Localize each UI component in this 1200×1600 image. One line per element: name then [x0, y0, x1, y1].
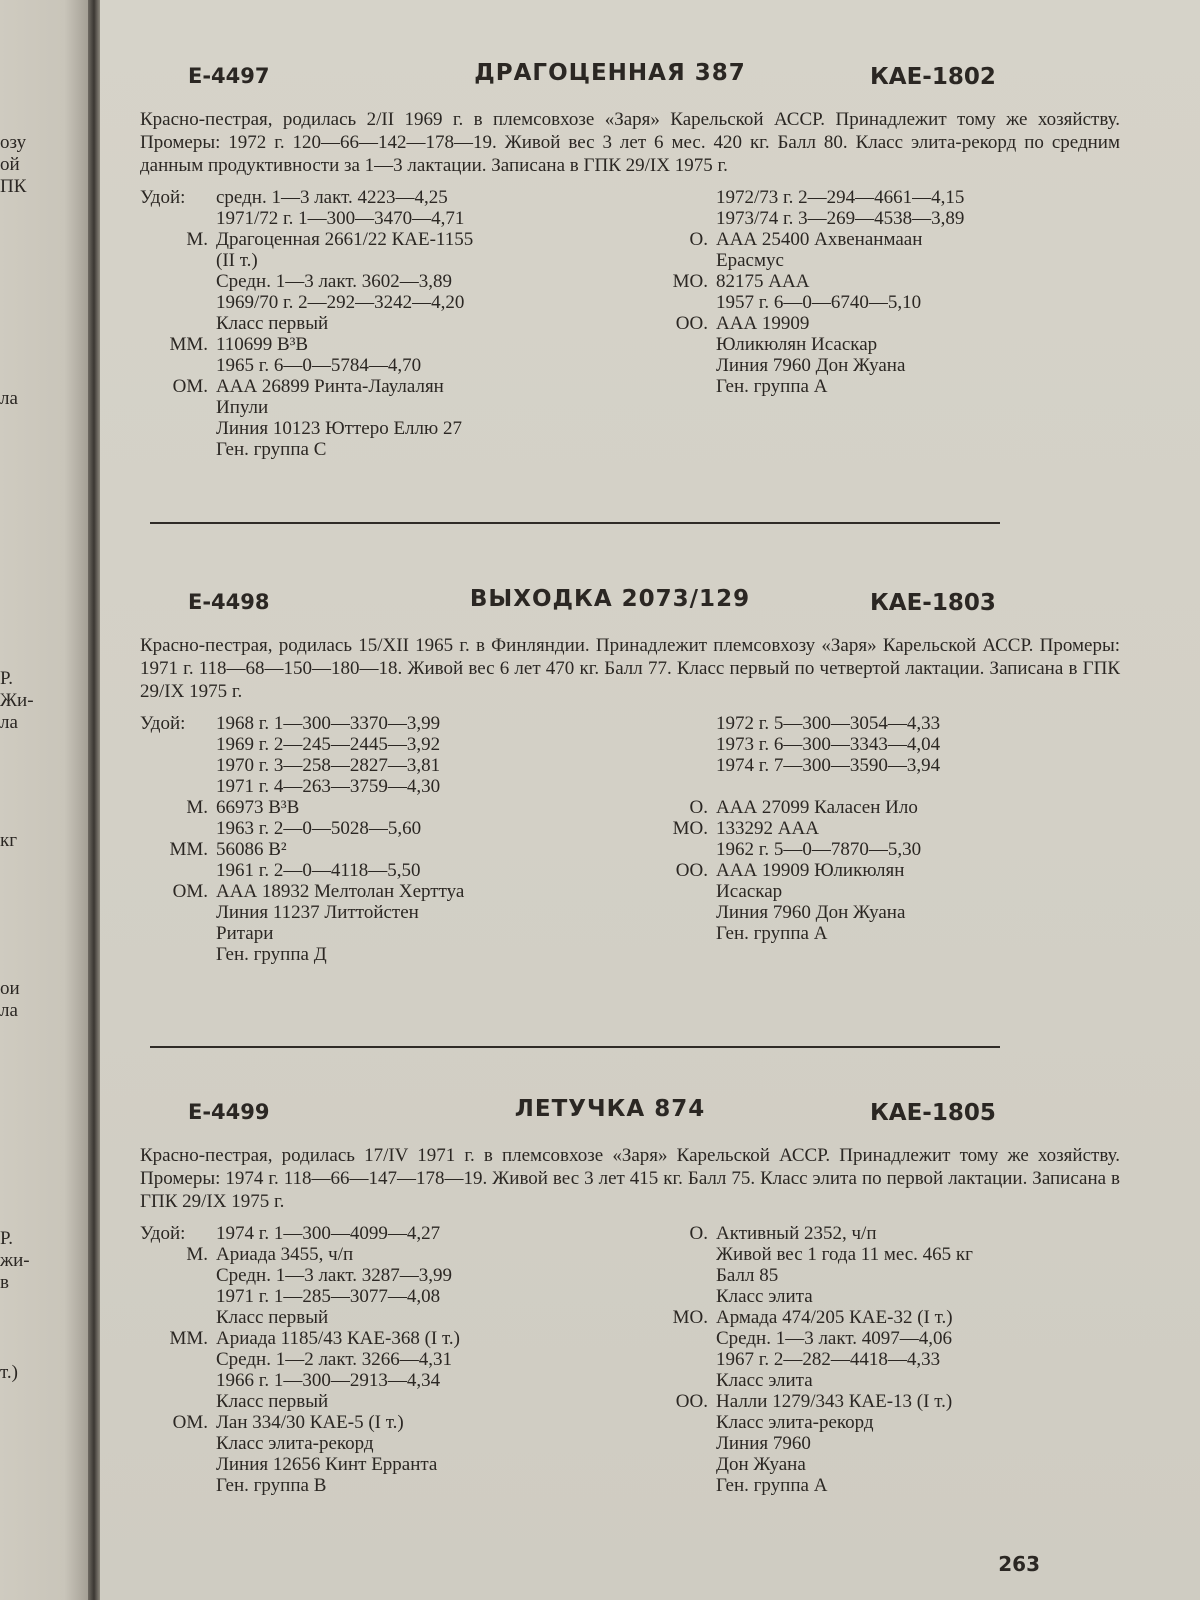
animal-name: ВЫХОДКА 2073/129 [469, 586, 751, 612]
left-fragment: ои [0, 978, 20, 999]
pedigree-text: Линия 7960 Дон Жуана [716, 355, 906, 376]
pedigree-line [640, 250, 1100, 271]
pedigree-label: М. [186, 1244, 208, 1265]
pedigree-text: 1973 г. 6—300—3343—4,04 [716, 734, 941, 755]
pedigree-line [640, 839, 1100, 860]
pedigree-text: Ген. группа А [716, 923, 828, 944]
pedigree-text: 1957 г. 6—0—6740—5,10 [716, 292, 922, 313]
pedigree-label: ОО. [675, 313, 708, 334]
pedigree-text: Живой вес 1 года 11 мес. 465 кг [716, 1244, 973, 1265]
pedigree-text: 1974 г. 7—300—3590—3,94 [716, 755, 941, 776]
registry-number: Е-4499 [188, 1100, 270, 1124]
left-fragment: ла [0, 388, 18, 409]
pedigree-text: (II т.) [216, 250, 258, 271]
pedigree-line [640, 1433, 1100, 1454]
pedigree-line [640, 1286, 1100, 1307]
pedigree-text: Класс первый [216, 313, 329, 334]
left-fragment: озу [0, 132, 27, 153]
pedigree-line [640, 1265, 1100, 1286]
pedigree-line [140, 1433, 640, 1454]
pedigree-line [640, 1244, 1100, 1265]
pedigree-label: МО. [672, 271, 708, 292]
pedigree-line [640, 881, 1100, 902]
pedigree-line [140, 1391, 640, 1412]
kae-number: КАЕ-1805 [870, 1100, 996, 1126]
left-fragment: кг [0, 830, 18, 851]
pedigree-text: Средн. 1—3 лакт. 3287—3,99 [216, 1265, 452, 1286]
pedigree-text: 1966 г. 1—300—2913—4,34 [216, 1370, 441, 1391]
pedigree-text: Класс элита [716, 1370, 813, 1391]
pedigree-line [640, 229, 1100, 250]
pedigree-line [140, 734, 640, 755]
pedigree-text: Класс первый [216, 1391, 329, 1412]
pedigree-line [640, 923, 1100, 944]
pedigree-text: Средн. 1—3 лакт. 4097—4,06 [716, 1328, 952, 1349]
pedigree-text: Класс элита-рекорд [216, 1433, 374, 1454]
section-divider [150, 522, 1000, 524]
pedigree-line [140, 208, 640, 229]
pedigree-label: ОО. [675, 860, 708, 881]
pedigree-text: Ариада 3455, ч/п [216, 1244, 354, 1265]
pedigree-entry [140, 1096, 1120, 1496]
pedigree-text: 1969 г. 2—245—2445—3,92 [216, 734, 441, 755]
pedigree-line [140, 439, 640, 460]
pedigree-line [140, 1265, 640, 1286]
animal-name: ДРАГОЦЕННАЯ 387 [474, 60, 746, 86]
pedigree-text: Юликюлян Исаскар [716, 334, 878, 355]
pedigree-line [140, 1328, 640, 1349]
entry-description: Красно-пестрая, родилась 17/IV 1971 г. в племсовхозе «Заря» Карельской АССР. Принадлежит тому же хозяйству. Промеры: 1974 г. 118—66—147—178—19. Живой вес 3 лет 415 кг. Балл 75. Класс элита по первой лактации. Записана в ГПК 29/IX 1975 г. [140, 1145, 1120, 1212]
pedigree-line [140, 755, 640, 776]
pedigree-text: ААА 19909 [716, 313, 810, 334]
pedigree-text: 66973 В³В [216, 797, 300, 818]
pedigree-text: 133292 ААА [716, 818, 819, 839]
pedigree-label: ММ. [169, 334, 208, 355]
pedigree-text: Класс элита [716, 1286, 813, 1307]
pedigree-text: 1968 г. 1—300—3370—3,99 [216, 713, 441, 734]
pedigree-line [640, 713, 1100, 734]
pedigree-text: 1969/70 г. 2—292—3242—4,20 [216, 292, 465, 313]
pedigree-line [140, 713, 640, 734]
pedigree-line [640, 376, 1100, 397]
pedigree-line [140, 1349, 640, 1370]
pedigree-label: МО. [672, 818, 708, 839]
pedigree-text: Ариада 1185/43 КАЕ-368 (I т.) [216, 1328, 460, 1349]
pedigree-text: 1962 г. 5—0—7870—5,30 [716, 839, 922, 860]
pedigree-label: ОМ. [172, 1412, 208, 1433]
pedigree-line [640, 292, 1100, 313]
pedigree-line [140, 923, 640, 944]
pedigree-line [140, 860, 640, 881]
pedigree-text: Армада 474/205 КАЕ-32 (I т.) [716, 1307, 953, 1328]
pedigree-label: Удой: [140, 713, 186, 734]
pedigree-label: ОМ. [172, 881, 208, 902]
pedigree-left-column [140, 1223, 640, 1496]
pedigree-label: ОО. [675, 1391, 708, 1412]
pedigree-text: Ген. группа А [716, 1475, 828, 1496]
kae-number: КАЕ-1803 [870, 590, 996, 616]
pedigree-entry [140, 586, 1120, 965]
pedigree-line [640, 818, 1100, 839]
book-gutter [88, 0, 100, 1600]
pedigree-line [640, 1307, 1100, 1328]
left-fragment: т.) [0, 1362, 18, 1383]
pedigree-label: ОМ. [172, 376, 208, 397]
pedigree-line [640, 208, 1100, 229]
pedigree-text: Ген. группа В [216, 1475, 327, 1496]
pedigree-line [640, 355, 1100, 376]
pedigree-text: Активный 2352, ч/п [716, 1223, 877, 1244]
pedigree-text: Ген. группа Д [216, 944, 327, 965]
pedigree-line [140, 292, 640, 313]
pedigree-right-column [640, 1223, 1100, 1496]
pedigree-line [640, 1412, 1100, 1433]
pedigree-line [640, 1328, 1100, 1349]
pedigree-line [640, 902, 1100, 923]
pedigree-line [140, 1454, 640, 1475]
pedigree-label: ММ. [169, 1328, 208, 1349]
pedigree-text: Балл 85 [716, 1265, 779, 1286]
pedigree-line [140, 1475, 640, 1496]
animal-name: ЛЕТУЧКА 874 [514, 1096, 706, 1122]
pedigree-text: 56086 В² [216, 839, 287, 860]
pedigree-line [640, 313, 1100, 334]
left-fragment: ла [0, 712, 18, 733]
left-page-edge [0, 0, 92, 1600]
pedigree-text: 1963 г. 2—0—5028—5,60 [216, 818, 422, 839]
pedigree-label: Удой: [140, 187, 186, 208]
pedigree-line [140, 1244, 640, 1265]
pedigree-line [140, 187, 640, 208]
pedigree-line [640, 1223, 1100, 1244]
entry-header [140, 1096, 1120, 1132]
pedigree-text: Налли 1279/343 КАЕ-13 (I т.) [716, 1391, 953, 1412]
left-fragment: ой [0, 154, 20, 175]
pedigree-text: Дон Жуана [716, 1454, 806, 1475]
pedigree-text: Линия 7960 Дон Жуана [716, 902, 906, 923]
pedigree-right-column [640, 187, 1100, 397]
pedigree-line [640, 187, 1100, 208]
pedigree-line [140, 839, 640, 860]
pedigree-line [140, 334, 640, 355]
pedigree-text: 1967 г. 2—282—4418—4,33 [716, 1349, 941, 1370]
pedigree-text: Линия 7960 [716, 1433, 811, 1454]
pedigree-text: Драгоценная 2661/22 КАЕ-1155 [216, 229, 474, 250]
pedigree-text: 1974 г. 1—300—4099—4,27 [216, 1223, 441, 1244]
pedigree-line [140, 881, 640, 902]
pedigree-text: Ген. группа А [716, 376, 828, 397]
pedigree-line [140, 818, 640, 839]
entry-header [140, 60, 1120, 96]
pedigree-line [140, 1307, 640, 1328]
entry-description: Красно-пестрая, родилась 2/II 1969 г. в племсовхозе «Заря» Карельской АССР. Принадлежит тому же хозяйству. Промеры: 1972 г. 120—66—142—178—19. Живой вес 3 лет 6 мес. 420 кг. Балл 80. Класс элита-рекорд по средним данным продуктивности за 1—3 лактации. Записана в ГПК 29/IX 1975 г. [140, 109, 1120, 176]
pedigree-text: 1971 г. 1—285—3077—4,08 [216, 1286, 441, 1307]
pedigree-text: ААА 26899 Ринта-Лаулалян [216, 376, 444, 397]
pedigree-text: Ген. группа С [216, 439, 327, 460]
pedigree-text: 110699 В³В [216, 334, 309, 355]
pedigree-text: 1965 г. 6—0—5784—4,70 [216, 355, 422, 376]
pedigree-line [140, 313, 640, 334]
pedigree-text: 82175 ААА [716, 271, 810, 292]
pedigree-text: средн. 1—3 лакт. 4223—4,25 [216, 187, 448, 208]
pedigree-text: ААА 25400 Ахвенанмаан [716, 229, 923, 250]
pedigree-text: Линия 11237 Литтойстен [216, 902, 419, 923]
pedigree-text: 1972/73 г. 2—294—4661—4,15 [716, 187, 965, 208]
page-number: 263 [998, 1552, 1040, 1576]
pedigree-text: Линия 12656 Кинт Ерранта [216, 1454, 438, 1475]
pedigree-text: 1971/72 г. 1—300—3470—4,71 [216, 208, 465, 229]
pedigree-text: Ерасмус [716, 250, 784, 271]
pedigree-label: Удой: [140, 1223, 186, 1244]
pedigree-line [640, 1454, 1100, 1475]
pedigree-label: О. [689, 229, 708, 250]
pedigree-line [640, 860, 1100, 881]
pedigree-line [640, 797, 1100, 818]
pedigree-text: ААА 27099 Каласен Ило [716, 797, 918, 818]
kae-number: КАЕ-1802 [870, 64, 996, 90]
pedigree-label: О. [689, 1223, 708, 1244]
pedigree-line [640, 334, 1100, 355]
pedigree-line [140, 1370, 640, 1391]
entry-header [140, 586, 1120, 622]
pedigree-right-column [640, 713, 1100, 944]
pedigree-line [640, 734, 1100, 755]
pedigree-text: 1970 г. 3—258—2827—3,81 [216, 755, 441, 776]
pedigree-line [140, 418, 640, 439]
left-fragment: Жи- [0, 690, 34, 711]
pedigree-line [640, 1349, 1100, 1370]
pedigree-label: М. [186, 797, 208, 818]
pedigree-line [140, 797, 640, 818]
pedigree-line [140, 271, 640, 292]
pedigree-text: Ипули [216, 397, 269, 418]
pedigree-line [640, 755, 1100, 776]
pedigree-text: Лан 334/30 КАЕ-5 (I т.) [216, 1412, 404, 1433]
pedigree-line [140, 376, 640, 397]
pedigree-text: 1961 г. 2—0—4118—5,50 [216, 860, 421, 881]
pedigree-label: ММ. [169, 839, 208, 860]
left-fragment: ПК [0, 176, 27, 197]
pedigree-text: Средн. 1—2 лакт. 3266—4,31 [216, 1349, 452, 1370]
left-fragment: Р. [0, 1228, 13, 1249]
section-divider [150, 1046, 1000, 1048]
pedigree-line [140, 1286, 640, 1307]
pedigree-text: 1972 г. 5—300—3054—4,33 [716, 713, 941, 734]
pedigree-line [640, 1475, 1100, 1496]
pedigree-text: Ритари [216, 923, 274, 944]
book-page [100, 0, 1200, 1600]
pedigree-line [140, 944, 640, 965]
pedigree-text: Класс первый [216, 1307, 329, 1328]
registry-number: Е-4497 [188, 64, 270, 88]
pedigree-text: Класс элита-рекорд [716, 1412, 874, 1433]
pedigree-line [140, 1223, 640, 1244]
registry-number: Е-4498 [188, 590, 270, 614]
left-fragment: ла [0, 1000, 18, 1021]
pedigree-text: 1971 г. 4—263—3759—4,30 [216, 776, 441, 797]
pedigree-line [140, 397, 640, 418]
left-fragment: в [0, 1272, 9, 1293]
pedigree-text: Исаскар [716, 881, 783, 902]
pedigree-line [140, 1412, 640, 1433]
pedigree-line [140, 776, 640, 797]
left-fragment: Р. [0, 668, 13, 689]
pedigree-left-column [140, 187, 640, 460]
pedigree-line [140, 902, 640, 923]
entry-description: Красно-пестрая, родилась 15/XII 1965 г. в Финляндии. Принадлежит племсовхозу «Заря» Карельской АССР. Промеры: 1971 г. 118—68—150—180—18. Живой вес 6 лет 470 кг. Балл 77. Класс первый по четвертой лактации. Записана в ГПК 29/IX 1975 г. [140, 635, 1120, 702]
pedigree-text: Средн. 1—3 лакт. 3602—3,89 [216, 271, 452, 292]
pedigree-label: М. [186, 229, 208, 250]
left-fragment: жи- [0, 1250, 30, 1271]
pedigree-text: ААА 19909 Юликюлян [716, 860, 905, 881]
pedigree-line [140, 355, 640, 376]
pedigree-line [640, 271, 1100, 292]
pedigree-text: ААА 18932 Мелтолан Херттуа [216, 881, 465, 902]
pedigree-line [640, 776, 1100, 797]
pedigree-label: МО. [672, 1307, 708, 1328]
pedigree-left-column [140, 713, 640, 965]
pedigree-line [640, 1370, 1100, 1391]
pedigree-line [140, 250, 640, 271]
pedigree-text: Линия 10123 Юттеро Еллю 27 [216, 418, 462, 439]
pedigree-entry [140, 60, 1120, 460]
pedigree-text: 1973/74 г. 3—269—4538—3,89 [716, 208, 965, 229]
pedigree-label: О. [689, 797, 708, 818]
pedigree-line [640, 1391, 1100, 1412]
pedigree-line [140, 229, 640, 250]
